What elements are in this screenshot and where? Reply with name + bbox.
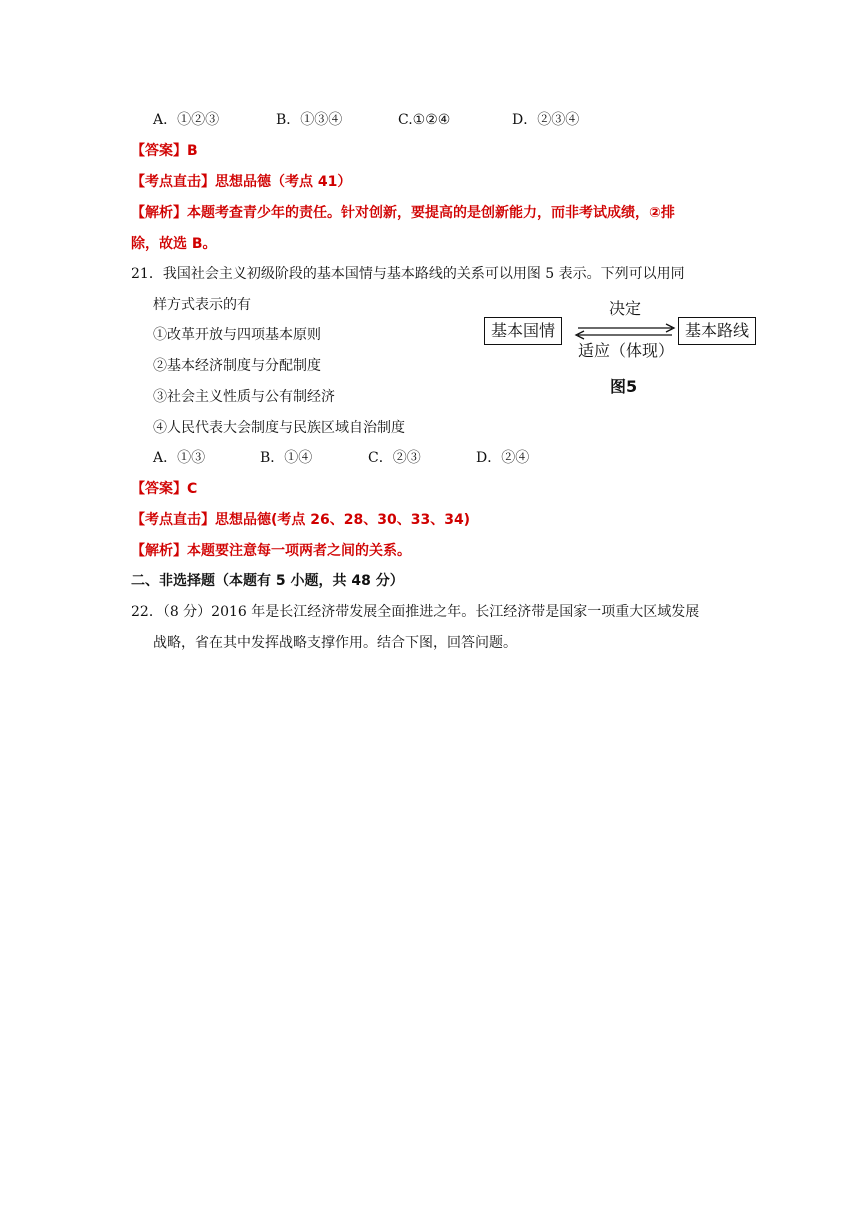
q20-analysis-line1: 【解析】本题考查青少年的责任。针对创新，要提高的是创新能力，而非考试成绩，②排 xyxy=(131,205,675,221)
q20-answer: 【答案】B xyxy=(131,143,198,159)
q22-stem-line1: 22．（8 分）2016 年是长江经济带发展全面推进之年。长江经济带是国家一项重大区域发展 xyxy=(131,604,700,620)
q21-stem-line2: 样方式表示的有 xyxy=(153,297,251,313)
diagram-top-label: 决定 xyxy=(609,299,642,318)
figure-caption: 图5 xyxy=(610,377,638,396)
q21-item-3: ③社会主义性质与公有制经济 xyxy=(153,389,335,405)
diagram-arrows xyxy=(570,322,680,342)
q21-option-b: B．①④ xyxy=(260,450,313,466)
q20-option-b: B．①③④ xyxy=(276,112,343,128)
q20-option-d: D．②③④ xyxy=(512,112,580,128)
q20-exam-point: 【考点直击】思想品德（考点 41） xyxy=(131,174,352,190)
arrow-right-icon xyxy=(578,324,674,332)
q20-option-a: A．①②③ xyxy=(153,112,220,128)
q21-item-4: ④人民代表大会制度与民族区域自治制度 xyxy=(153,420,405,436)
q21-option-d: D．②④ xyxy=(476,450,530,466)
q21-item-2: ②基本经济制度与分配制度 xyxy=(153,358,321,374)
q21-stem-line1: 21．我国社会主义初级阶段的基本国情与基本路线的关系可以用图 5 表示。下列可以用同 xyxy=(131,266,685,282)
q21-answer: 【答案】C xyxy=(131,481,198,497)
diagram-right-box: 基本路线 xyxy=(678,317,756,345)
arrow-left-icon xyxy=(576,331,672,339)
q22-stem-line2: 战略，省在其中发挥战略支撑作用。结合下图，回答问题。 xyxy=(153,635,517,651)
q21-item-1: ①改革开放与四项基本原则 xyxy=(153,327,321,343)
q21-option-a: A．①③ xyxy=(153,450,206,466)
q21-option-c: C．②③ xyxy=(368,450,421,466)
q21-analysis: 【解析】本题要注意每一项两者之间的关系。 xyxy=(131,543,411,559)
q20-analysis-line2: 除，故选 B。 xyxy=(131,236,217,252)
diagram-left-box: 基本国情 xyxy=(484,317,562,345)
q21-exam-point: 【考点直击】思想品德(考点 26、28、30、33、34) xyxy=(131,512,471,528)
section-2-heading: 二、非选择题（本题有 5 小题，共 48 分） xyxy=(131,573,404,589)
diagram-bottom-label: 适应（体现） xyxy=(578,341,675,360)
q20-option-c: C.①②④ xyxy=(398,112,451,128)
